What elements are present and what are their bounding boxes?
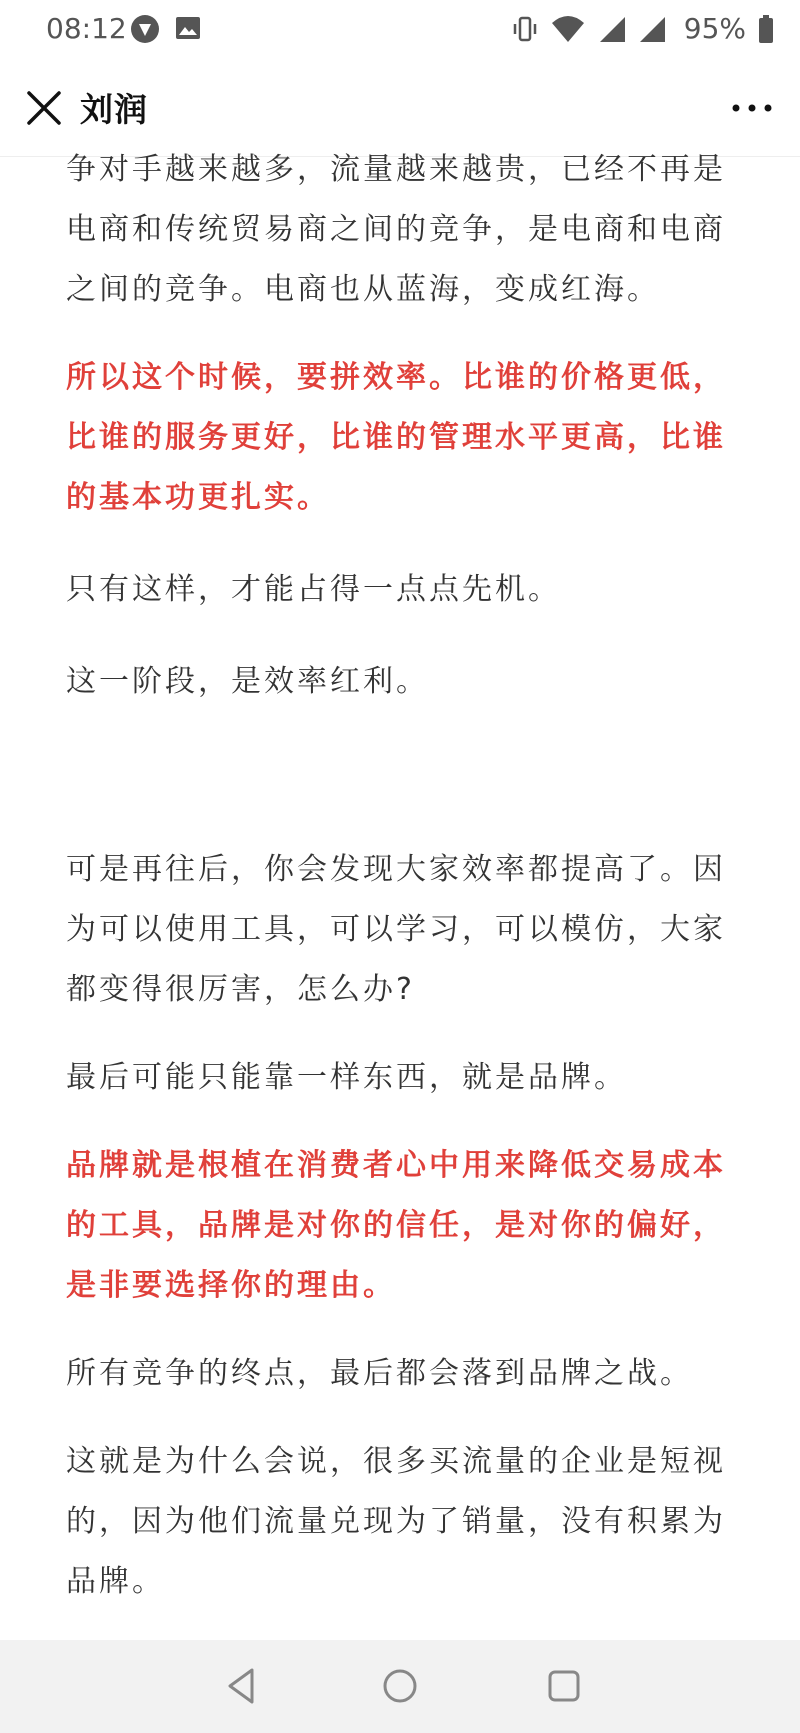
more-icon[interactable] — [730, 96, 774, 120]
recents-square-icon[interactable] — [542, 1664, 586, 1708]
status-time: 08:12 — [46, 12, 127, 45]
back-triangle-icon[interactable] — [220, 1664, 264, 1708]
battery-icon — [758, 15, 774, 43]
paragraph: 这就是为什么会说，很多买流量的企业是短视的，因为他们流量兑现为了销量，没有积累为品牌。 — [66, 1444, 726, 1599]
battery-percent: 95% — [683, 12, 746, 45]
wifi-icon — [550, 15, 586, 43]
article-content — [66, 140, 746, 1640]
close-icon[interactable] — [24, 88, 64, 128]
paragraph: 所有竞争的终点，最后都会落到品牌之战。 — [66, 1356, 693, 1391]
paragraph: 争对手越来越多，流量越来越贵，已经不再是电商和传统贸易商之间的竞争，是电商和电商之间的竞争。电商也从蓝海，变成红海。 — [66, 152, 726, 307]
paragraph: 这一阶段，是效率红利。 — [66, 664, 429, 699]
page-title: 刘润 — [80, 90, 148, 129]
paragraph: 最后可能只能靠一样东西，就是品牌。 — [66, 1060, 627, 1095]
status-bar — [0, 0, 800, 60]
vpn-shield-icon — [130, 14, 160, 44]
image-icon — [174, 14, 202, 42]
home-circle-icon[interactable] — [378, 1664, 422, 1708]
system-navigation-bar — [0, 1640, 800, 1733]
signal-icon — [598, 15, 626, 43]
highlight-paragraph: 品牌就是根植在消费者心中用来降低交易成本的工具，品牌是对你的信任，是对你的偏好，是非要选择你的理由。 — [66, 1148, 726, 1303]
signal-icon — [638, 15, 666, 43]
paragraph: 只有这样，才能占得一点点先机。 — [66, 572, 561, 607]
paragraph: 可是再往后，你会发现大家效率都提高了。因为可以使用工具，可以学习，可以模仿，大家都变得很厉害，怎么办? — [66, 852, 726, 1007]
highlight-paragraph: 所以这个时候，要拼效率。比谁的价格更低，比谁的服务更好，比谁的管理水平更高，比谁的基本功更扎实。 — [66, 360, 726, 515]
vibrate-icon — [512, 14, 538, 44]
